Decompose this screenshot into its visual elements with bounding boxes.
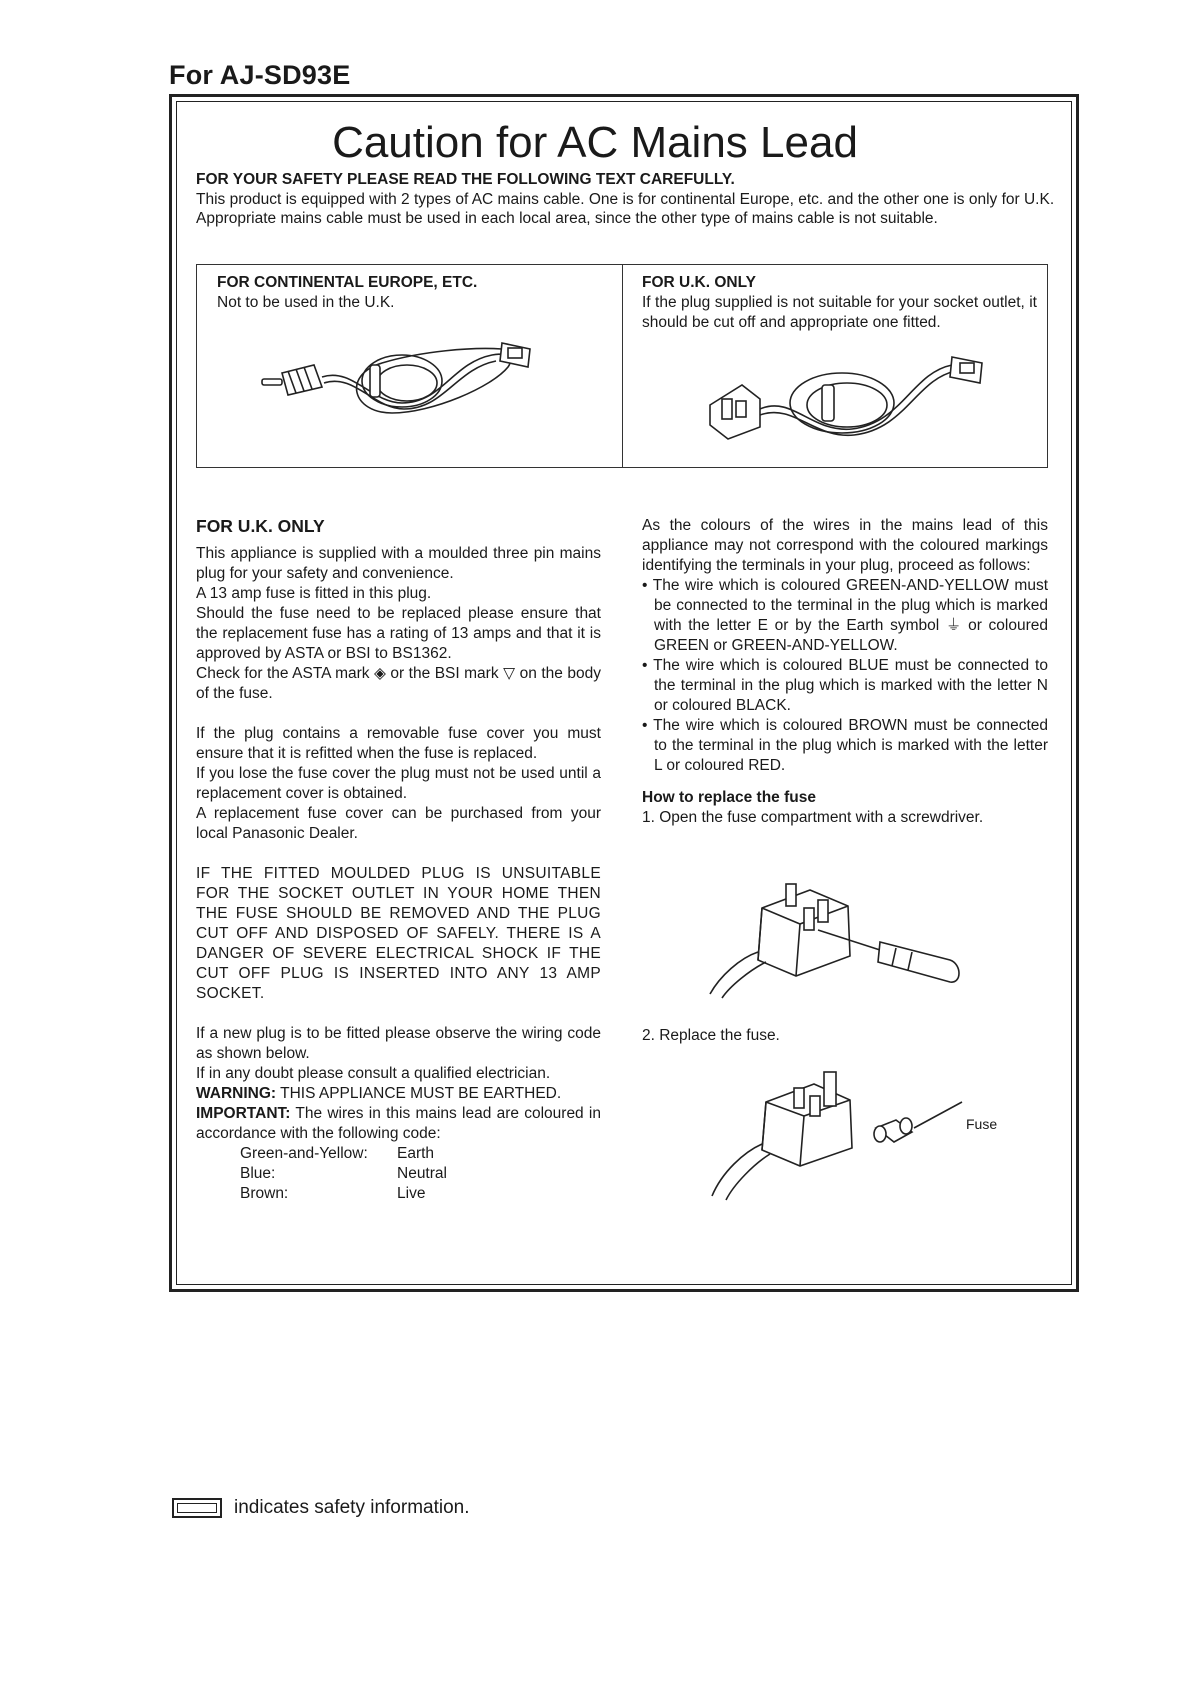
asta-mark-icon: ◈ bbox=[374, 665, 386, 682]
europe-cable-illustration bbox=[252, 333, 542, 433]
intro-line-1: This product is equipped with 2 types of AC mains cable. One is for continental Europe, etc. and the other one is only for U.K. bbox=[196, 190, 1055, 208]
europe-heading: FOR CONTINENTAL EUROPE, ETC. bbox=[217, 274, 478, 291]
intro-heading: FOR YOUR SAFETY PLEASE READ THE FOLLOWING TEXT CAREFULLY. bbox=[196, 171, 735, 188]
uk-paragraph-4: Check for the ASTA mark ◈ or the BSI mark ▽ on the body of the fuse. bbox=[196, 665, 601, 702]
uk-warning-caps: IF THE FITTED MOULDED PLUG IS UNSUITABLE FOR THE SOCKET OUTLET IN YOUR HOME THEN THE FUSE SHOULD BE REMOVED AND THE PLUG CUT OFF AND DISPOSED OF SAFELY. THERE IS A DANGER OF SEVERE ELECTRICAL SHOCK IF THE CUT OFF PLUG IS INSERTED INTO ANY 13 AMP SOCKET. bbox=[196, 865, 601, 1002]
important-note: IMPORTANT: The wires in this mains lead are coloured in accordance with the following code: bbox=[196, 1105, 601, 1142]
europe-text: Not to be used in the U.K. bbox=[217, 294, 395, 311]
uk-paragraph-3: Should the fuse need to be replaced please ensure that the replacement fuse has a rating of 13 amps and that it is approved by ASTA or BSI to BS1362. bbox=[196, 605, 601, 662]
uk-paragraph-5: If the plug contains a removable fuse cover you must ensure that it is refitted when the fuse is replaced. bbox=[196, 725, 601, 762]
uk-cable-illustration bbox=[702, 343, 1002, 451]
intro-line-2: Appropriate mains cable must be used in each local area, since the other type of mains cable is not suitable. bbox=[196, 210, 938, 227]
uk-only-column bbox=[196, 516, 601, 1204]
fuse-replace-heading: How to replace the fuse bbox=[642, 789, 816, 806]
uk-cable-cell bbox=[642, 273, 1037, 333]
uk-paragraph-9: If in any doubt please consult a qualified electrician. bbox=[196, 1065, 551, 1082]
uk-cable-text: If the plug supplied is not suitable for your socket outlet, it should be cut off and appropriate one fitted. bbox=[642, 294, 1037, 331]
fuse-step-1: 1. Open the fuse compartment with a screwdriver. bbox=[642, 809, 984, 826]
uk-paragraph-6: If you lose the fuse cover the plug must not be used until a replacement cover is obtained. bbox=[196, 765, 601, 802]
safety-box-icon bbox=[172, 1498, 222, 1518]
uk-paragraph-1: This appliance is supplied with a moulded three pin mains plug for your safety and convenience. bbox=[196, 545, 601, 582]
europe-cable-cell bbox=[217, 273, 607, 313]
uk-paragraph-2: A 13 amp fuse is fitted in this plug. bbox=[196, 585, 432, 602]
wiring-column bbox=[642, 516, 1048, 828]
uk-paragraph-8: If a new plug is to be fitted please observe the wiring code as shown below. bbox=[196, 1025, 601, 1062]
page-title: Caution for AC Mains Lead bbox=[332, 118, 858, 167]
earthed-warning: WARNING: THIS APPLIANCE MUST BE EARTHED. bbox=[196, 1085, 562, 1102]
safety-legend-text: indicates safety information. bbox=[234, 1497, 470, 1518]
table-row: Green-and-Yellow: Earth bbox=[240, 1145, 435, 1162]
table-row: Blue: Neutral bbox=[240, 1165, 447, 1182]
wire-bullet-live: • The wire which is coloured BROWN must be connected to the terminal in the plug which is marked with the letter L or coloured RED. bbox=[642, 717, 1048, 774]
cable-types-box bbox=[196, 264, 1048, 468]
safety-legend bbox=[172, 1497, 470, 1519]
fuse-label: Fuse bbox=[966, 1116, 998, 1132]
wire-bullet-neutral: • The wire which is coloured BLUE must be connected to the terminal in the plug which is marked with the letter N or coloured BLACK. bbox=[642, 657, 1048, 714]
uk-cable-heading: FOR U.K. ONLY bbox=[642, 274, 756, 291]
wire-code-table bbox=[240, 1144, 447, 1204]
bsi-mark-icon: ▽ bbox=[503, 665, 516, 682]
earth-symbol-icon: ⏚ bbox=[945, 617, 962, 634]
table-row: Brown: Live bbox=[240, 1185, 426, 1202]
fuse-step-2: 2. Replace the fuse. bbox=[642, 1027, 780, 1044]
uk-only-heading: FOR U.K. ONLY bbox=[196, 516, 325, 536]
uk-paragraph-7: A replacement fuse cover can be purchased from your local Panasonic Dealer. bbox=[196, 805, 601, 842]
wire-bullet-earth: • The wire which is coloured GREEN-AND-YELLOW must be connected to the terminal in the plug which is marked with the letter E or by the Earth symbol ⏚ or coloured GREEN or GREEN-AND-YELLOW. bbox=[642, 577, 1048, 654]
cable-box-divider bbox=[622, 265, 623, 467]
plug-fuse-illustration bbox=[700, 1062, 1000, 1202]
model-heading: For AJ-SD93E bbox=[169, 60, 351, 90]
plug-screwdriver-illustration bbox=[700, 880, 990, 1000]
wires-intro: As the colours of the wires in the mains lead of this appliance may not correspond with the coloured markings identifying the terminals in your plug, proceed as follows: bbox=[642, 517, 1048, 574]
intro-section bbox=[196, 170, 1056, 229]
